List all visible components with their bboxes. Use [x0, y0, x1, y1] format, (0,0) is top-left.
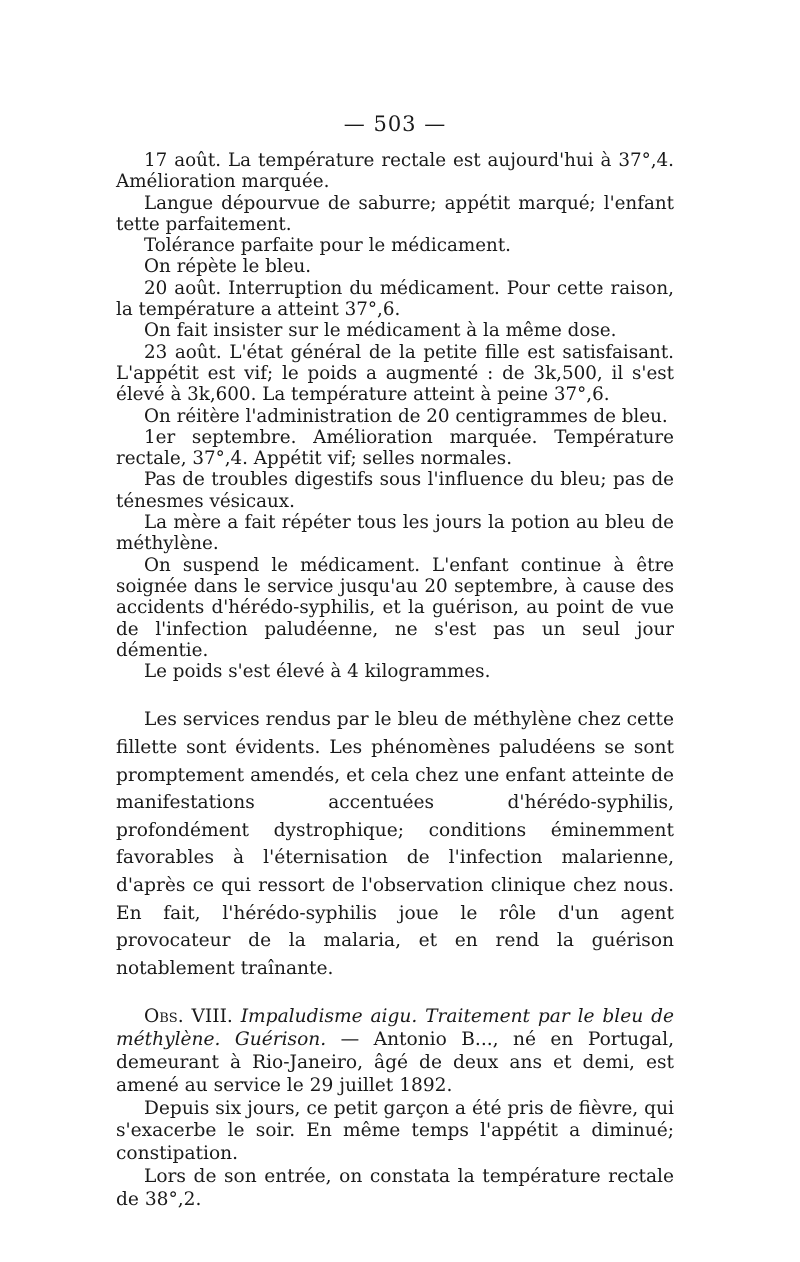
book-page: [116, 110, 674, 1212]
commentary-paragraph: Les services rendus par le bleu de méthylène chez cette fillette sont évidents. Les phénomènes paludéens se sont promptement amendés, et cela chez une enfant atteinte de manifestations accentuées d'hérédo-syphilis, profondément dystrophique; conditions éminemment favorables à l'éternisation de l'infection malarienne, d'après ce qui ressort de l'observation clinique chez nous. En fait, l'hérédo-syphilis joue le rôle d'un agent provocateur de la malaria, et en rend la guérison notablement traînante.: [116, 709, 674, 979]
journal-entry: Le poids s'est élevé à 4 kilogrammes.: [144, 661, 491, 683]
journal-entry: On répète le bleu.: [144, 256, 312, 278]
observation-label: Obs. VIII.: [144, 1006, 233, 1028]
commentary: [116, 706, 674, 982]
journal-entry: 20 août. Interruption du médicament. Pour cette raison, la température a atteint 37°,6.: [116, 277, 674, 321]
journal-entry: On suspend le médicament. L'enfant continue à être soignée dans le service jusqu'au 20 septembre, à cause des accidents d'hérédo-syphilis, et la guérison, au point de vue de l'infection paludéenne, ne s'est pas un seul jour démentie.: [116, 554, 674, 661]
journal-entry: 17 août. La température rectale est aujourd'hui à 37°,4. Amélioration marquée.: [116, 150, 674, 193]
journal-entry: 1er septembre. Amélioration marquée. Température rectale, 37°,4. Appétit vif; selles normales.: [116, 426, 674, 470]
section-gap: [116, 982, 674, 1006]
observation-viii: [116, 1006, 674, 1211]
case-journal: [116, 150, 674, 682]
journal-entry: Tolérance parfaite pour le médicament.: [144, 235, 511, 257]
journal-entry: On réitère l'administration de 20 centigrammes de bleu.: [144, 405, 668, 427]
section-gap: [116, 682, 674, 706]
journal-entry: Pas de troubles digestifs sous l'influence du bleu; pas de ténesmes vésicaux.: [116, 469, 674, 512]
observation-paragraph: Lors de son entrée, on constata la température rectale de 38°,2.: [116, 1165, 674, 1210]
journal-entry: La mère a fait répéter tous les jours la potion au bleu de méthylène.: [116, 512, 674, 555]
journal-entry: On fait insister sur le médicament à la même dose.: [144, 320, 617, 342]
journal-entry: Langue dépourvue de saburre; appétit marqué; l'enfant tette parfaitement.: [116, 192, 674, 235]
observation-paragraph: Depuis six jours, ce petit garçon a été pris de fièvre, qui s'exacerbe le soir. En même temps l'appétit a diminué; constipation.: [116, 1097, 674, 1165]
observation-intro: — Antonio B..., né en Portugal, demeurant à Rio-Janeiro, âgé de deux ans et demi, est amené au service le 29 juillet 1892.: [116, 1029, 674, 1096]
page-number: — 503 —: [343, 112, 447, 136]
observation-title: Impaludisme aigu. Traitement par le bleu de méthylène. Guérison.: [116, 1006, 674, 1051]
observation-heading: [116, 1006, 674, 1097]
journal-entry: 23 août. L'état général de la petite fille est satisfaisant. L'appétit est vif; le poids a augmenté : de 3k,500, il s'est élevé à 3k,600. La température atteint à peine 37°,6.: [116, 341, 674, 406]
